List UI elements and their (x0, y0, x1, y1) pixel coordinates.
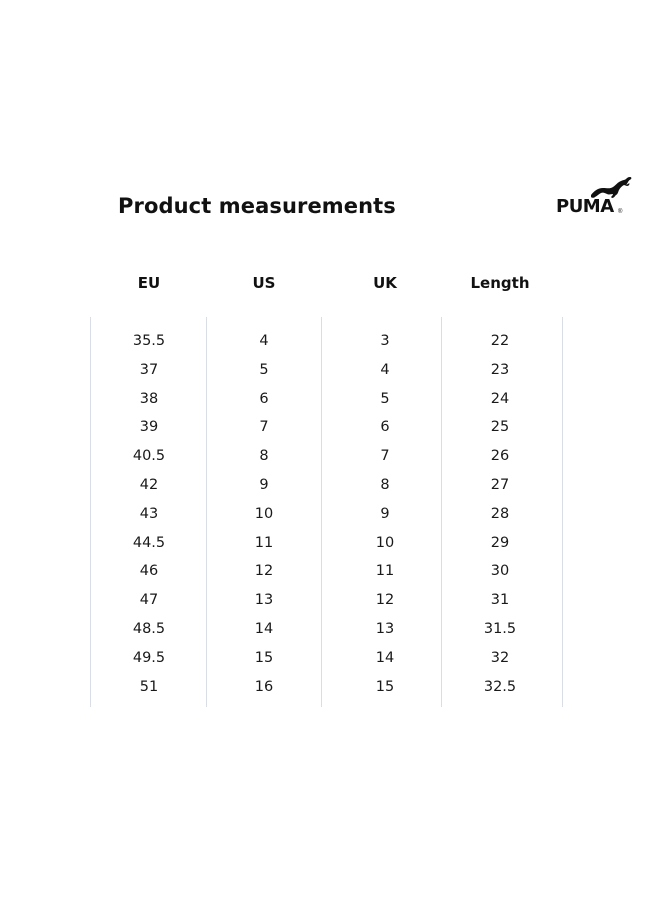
table-cell: 23 (490, 361, 510, 378)
table-cell: 26 (490, 448, 510, 465)
table-cell: 40.5 (132, 448, 166, 465)
table-cell: 6 (259, 390, 269, 407)
column-divider (562, 317, 563, 707)
table-cell: 10 (254, 505, 274, 522)
table-cell: 13 (375, 620, 395, 637)
page-title: Product measurements (118, 194, 396, 218)
table-cell: 13 (254, 592, 274, 609)
table-cell: 27 (490, 476, 510, 493)
table-cell: 22 (490, 333, 510, 349)
table-cell: 7 (380, 448, 390, 465)
table-cell: 29 (490, 534, 510, 551)
table-cell: 15 (375, 678, 395, 695)
table-cell: 28 (490, 505, 510, 522)
column-eu (89, 331, 209, 705)
column-header-eu: EU (137, 274, 161, 292)
table-cell: 10 (375, 534, 395, 551)
table-cell: 4 (380, 361, 390, 378)
table-cell: 35.5 (132, 333, 166, 349)
table-cell: 11 (254, 534, 274, 551)
table-cell: 12 (375, 592, 395, 609)
table-cell: 39 (139, 419, 159, 436)
registered-mark: ® (618, 209, 623, 215)
table-cell: 11 (375, 563, 395, 580)
table-cell: 31.5 (483, 620, 517, 637)
table-cell: 3 (380, 333, 390, 349)
table-cell: 9 (380, 505, 390, 522)
table-cell: 44.5 (132, 534, 166, 551)
table-cell: 5 (380, 390, 390, 407)
table-cell: 30 (490, 563, 510, 580)
table-cell: 51 (139, 678, 159, 695)
column-header-us: US (252, 274, 276, 292)
puma-logo (554, 176, 634, 222)
table-cell: 38 (139, 390, 159, 407)
table-cell: 14 (254, 620, 274, 637)
brand-wordmark: PUMA (556, 196, 614, 217)
table-cell: 31 (490, 592, 510, 609)
table-cell: 9 (259, 476, 269, 493)
column-us (204, 331, 324, 705)
table-cell: 8 (259, 448, 269, 465)
column-length (440, 331, 560, 705)
table-cell: 32 (490, 649, 510, 666)
table-cell: 24 (490, 390, 510, 407)
table-cell: 42 (139, 476, 159, 493)
table-cell: 43 (139, 505, 159, 522)
table-cell: 46 (139, 563, 159, 580)
table-cell: 5 (259, 361, 269, 378)
column-header-uk: UK (373, 274, 397, 292)
table-cell: 48.5 (132, 620, 166, 637)
column-header-length: Length (470, 274, 530, 292)
table-cell: 4 (259, 333, 269, 349)
column-uk (325, 331, 445, 705)
table-cell: 16 (254, 678, 274, 695)
table-cell: 6 (380, 419, 390, 436)
table-cell: 49.5 (132, 649, 166, 666)
table-cell: 7 (259, 419, 269, 436)
table-cell: 14 (375, 649, 395, 666)
table-cell: 25 (490, 419, 510, 436)
table-cell: 15 (254, 649, 274, 666)
table-cell: 8 (380, 476, 390, 493)
table-cell: 12 (254, 563, 274, 580)
table-cell: 47 (139, 592, 159, 609)
table-cell: 37 (139, 361, 159, 378)
table-cell: 32.5 (483, 678, 517, 695)
